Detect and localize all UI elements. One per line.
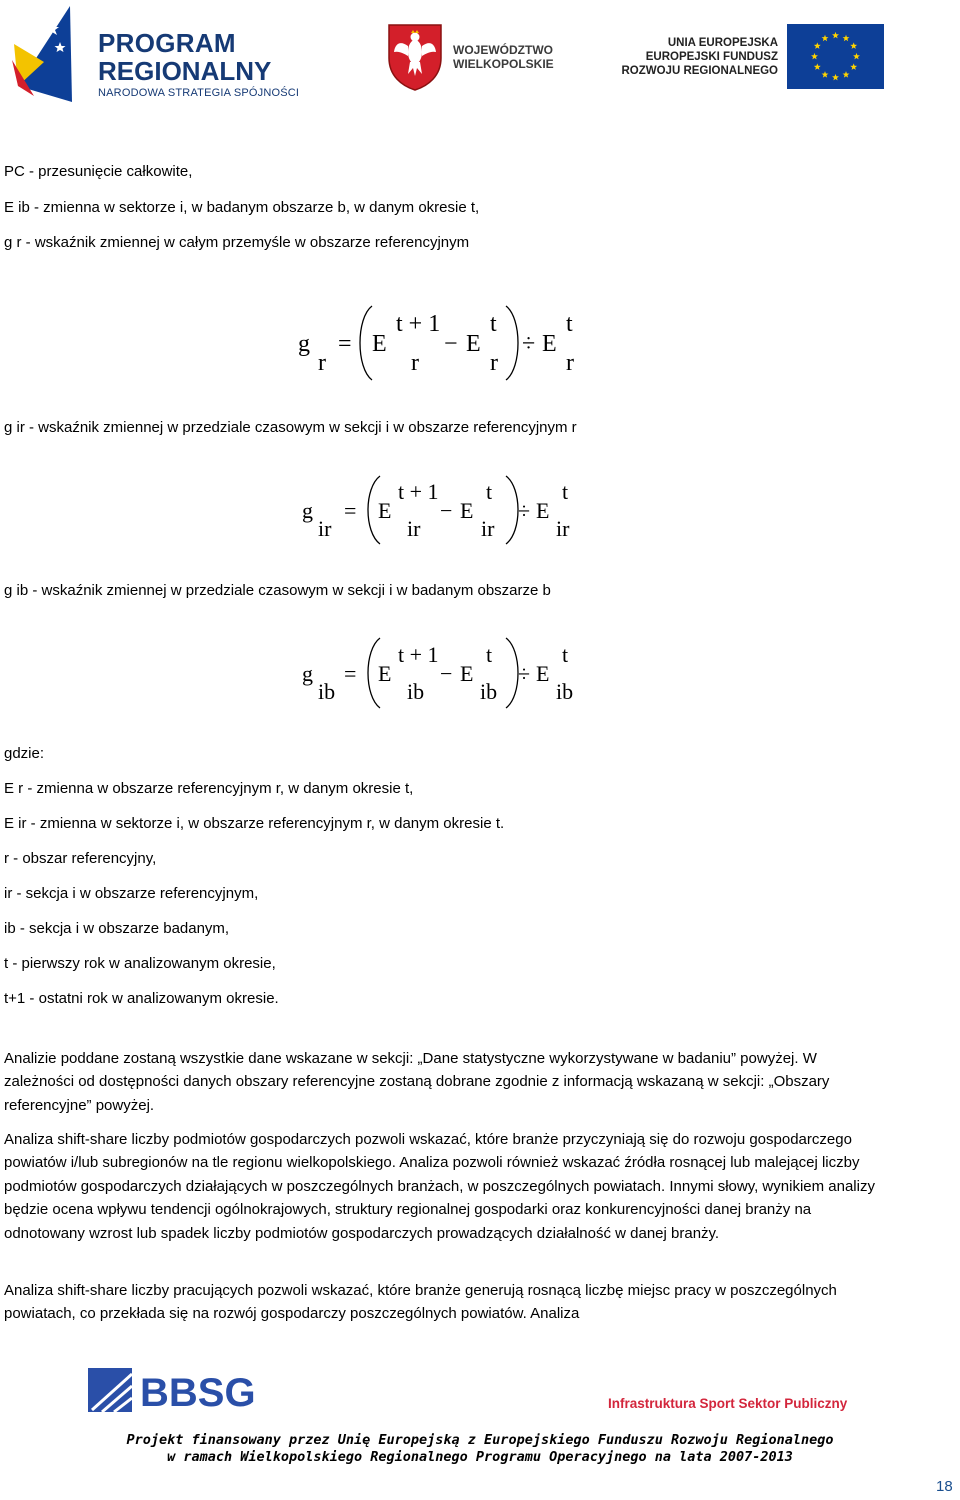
formula-r-eq: = <box>338 331 352 357</box>
formula-ir-sub1: ir <box>407 516 421 541</box>
eu-line2: EUROPEJSKI FUNDUSZ <box>645 51 778 63</box>
bbsg-logo-icon <box>88 1366 258 1414</box>
definition-e-ir: E ir - zmienna w sektorze i, w obszarze referencyjnym r, w danym okresie t. <box>4 815 505 832</box>
formula-ib-e3: E <box>536 661 550 686</box>
formula-ib-sub-g: ib <box>318 679 336 704</box>
formula-r-sub3: r <box>566 350 574 376</box>
formula-ir-sup3: t <box>562 479 569 504</box>
definition-t: t - pierwszy rok w analizowanym okresie, <box>4 955 276 972</box>
page-number: 18 <box>936 1478 953 1495</box>
formula-r-div: ÷ <box>522 331 536 357</box>
formula-ir-minus: − <box>440 498 453 523</box>
formula-ib-sub1: ib <box>407 679 425 704</box>
formula-ir-e1: E <box>378 498 392 523</box>
definition-t-plus-1: t+1 - ostatni rok w analizowanym okresie. <box>4 990 279 1007</box>
formula-ib-e1: E <box>378 661 392 686</box>
formula-ib-sup3: t <box>562 642 569 667</box>
definition-e-ib: E ib - zmienna w sektorze i, w badanym obszarze b, w danym okresie t, <box>4 199 480 216</box>
formula-r-right-paren <box>506 306 518 380</box>
formula-ir-sub-g: ir <box>318 516 332 541</box>
definition-pc: PC - przesunięcie całkowite, <box>4 163 193 180</box>
footer-funding-line1: Projekt finansowany przez Unię Europejską z Europejskiego Funduszu Rozwoju Regionalnego <box>126 1432 834 1448</box>
formula-ib-right-paren <box>506 638 518 708</box>
formula-ib-g: g <box>302 661 313 686</box>
formula-r-sub2: r <box>490 350 498 376</box>
label-g-ib: g ib - wskaźnik zmiennej w przedziale czasowym w sekcji i w badanym obszarze b <box>4 582 551 599</box>
program-title-line1: PROGRAM <box>98 28 236 58</box>
formula-ir-sup1: t + 1 <box>398 479 439 504</box>
formula-ib-sup2: t <box>486 642 493 667</box>
program-regionalny-wordmark <box>98 30 299 99</box>
definition-r: r - obszar referencyjny, <box>4 850 157 867</box>
formula-r-e1: E <box>372 331 387 357</box>
wojewodztwo-line1: WOJEWÓDZTWO <box>453 43 553 57</box>
bbsg-wordmark: BBSG <box>140 1371 256 1414</box>
formula-r-sup3: t <box>566 311 573 337</box>
formula-r-e3: E <box>542 331 557 357</box>
formula-ir-sub3: ir <box>556 516 570 541</box>
wielkopolska-coat-of-arms-icon <box>386 22 444 92</box>
header-logos <box>0 0 960 110</box>
isp-wordmark: Infrastruktura Sport Sektor Publiczny <box>608 1396 848 1411</box>
formula-ir-right-paren <box>506 476 518 544</box>
paragraph-shift-share-employees: Analiza shift-share liczby pracujących pozwoli wskazać, które branże generują rosnącą liczbę miejsc pracy w poszczególnych powiatach, co przekłada się na rozwój gospodarczy poszczególnych powiatów. Analiza <box>4 1282 837 1323</box>
paragraph-analysis-data: Analizie poddane zostaną wszystkie dane wskazane w sekcji: „Dane statystyczne wykorzystywane w badaniu” powyżej. W zależności od dostępności danych obszary referencyjne zostaną dobrane zgodnie z informacją wskazaną w sekcji: „Obszary referencyjne” powyżej. <box>4 1050 830 1114</box>
program-regionalny-logo-icon <box>10 4 76 104</box>
formula-g-ir <box>0 470 620 550</box>
formula-g-ib <box>0 632 620 712</box>
definition-e-r: E r - zmienna w obszarze referencyjnym r, w danym okresie t, <box>4 780 414 797</box>
gdzie-label: gdzie: <box>4 745 45 762</box>
formula-ib-sub2: ib <box>480 679 498 704</box>
formula-r-e2: E <box>466 331 481 357</box>
formula-ib-eq: = <box>344 661 357 686</box>
formula-ib-sup1: t + 1 <box>398 642 439 667</box>
formula-r-sup2: t <box>490 311 497 337</box>
formula-r-sub1: r <box>411 350 419 376</box>
formula-g-r <box>0 300 620 386</box>
formula-ib-sub3: ib <box>556 679 574 704</box>
definition-ir: ir - sekcja i w obszarze referencyjnym, <box>4 885 259 902</box>
eu-flag-icon <box>787 24 884 89</box>
formula-ib-e2: E <box>460 661 474 686</box>
eu-line1: UNIA EUROPEJSKA <box>667 37 778 49</box>
formula-r-g: g <box>298 331 310 357</box>
wojewodztwo-wordmark <box>453 43 554 71</box>
formula-ib-minus: − <box>440 661 453 686</box>
formula-r-sub-g: r <box>318 350 326 376</box>
eu-line3: ROZWOJU REGIONALNEGO <box>621 65 778 77</box>
definition-g-r: g r - wskaźnik zmiennej w całym przemyśle w obszarze referencyjnym <box>4 234 470 251</box>
wojewodztwo-line2: WIELKOPOLSKIE <box>453 57 554 71</box>
formula-r-minus: − <box>444 331 458 357</box>
definition-ib: ib - sekcja i w obszarze badanym, <box>4 920 230 937</box>
label-g-ir: g ir - wskaźnik zmiennej w przedziale czasowym w sekcji i w obszarze referencyjnym r <box>4 419 577 436</box>
formula-ir-e2: E <box>460 498 474 523</box>
formula-ir-eq: = <box>344 498 357 523</box>
program-title-line2: REGIONALNY <box>98 56 272 86</box>
formula-r-left-paren <box>360 306 372 380</box>
formula-ir-g: g <box>302 498 313 523</box>
paragraph-shift-share-entities: Analiza shift-share liczby podmiotów gospodarczych pozwoli wskazać, które branże przyczyniają się do rozwoju gospodarczego powiatów i/lub subregionów na tle regionu wielkopolskiego. Analiza pozwoli również wskazać źródła rosnącej lub malejącej liczby podmiotów gospodarczych działających w poszczególnych branżach, w poszczególnych powiatach. Innymi słowy, wynikiem analizy będzie ocena wpływu tendencji ogólnokrajowych, struktury regionalnej gospodarki oraz konkurencyjności danej branży na odnotowany wzrost lub spadek liczby podmiotów gospodarczych prowadzących działalność w danej branży. <box>4 1131 875 1242</box>
formula-r-sup1: t + 1 <box>396 311 441 337</box>
eu-fund-wordmark <box>616 36 778 78</box>
program-subtitle: NARODOWA STRATEGIA SPÓJNOŚCI <box>98 87 300 99</box>
footer-funding-line2: w ramach Wielkopolskiego Regionalnego Programu Operacyjnego na lata 2007-2013 <box>167 1449 793 1465</box>
formula-ib-div: ÷ <box>518 661 531 686</box>
formula-ir-sup2: t <box>486 479 493 504</box>
formula-ir-div: ÷ <box>518 498 531 523</box>
formula-ir-sub2: ir <box>481 516 495 541</box>
formula-ir-e3: E <box>536 498 550 523</box>
